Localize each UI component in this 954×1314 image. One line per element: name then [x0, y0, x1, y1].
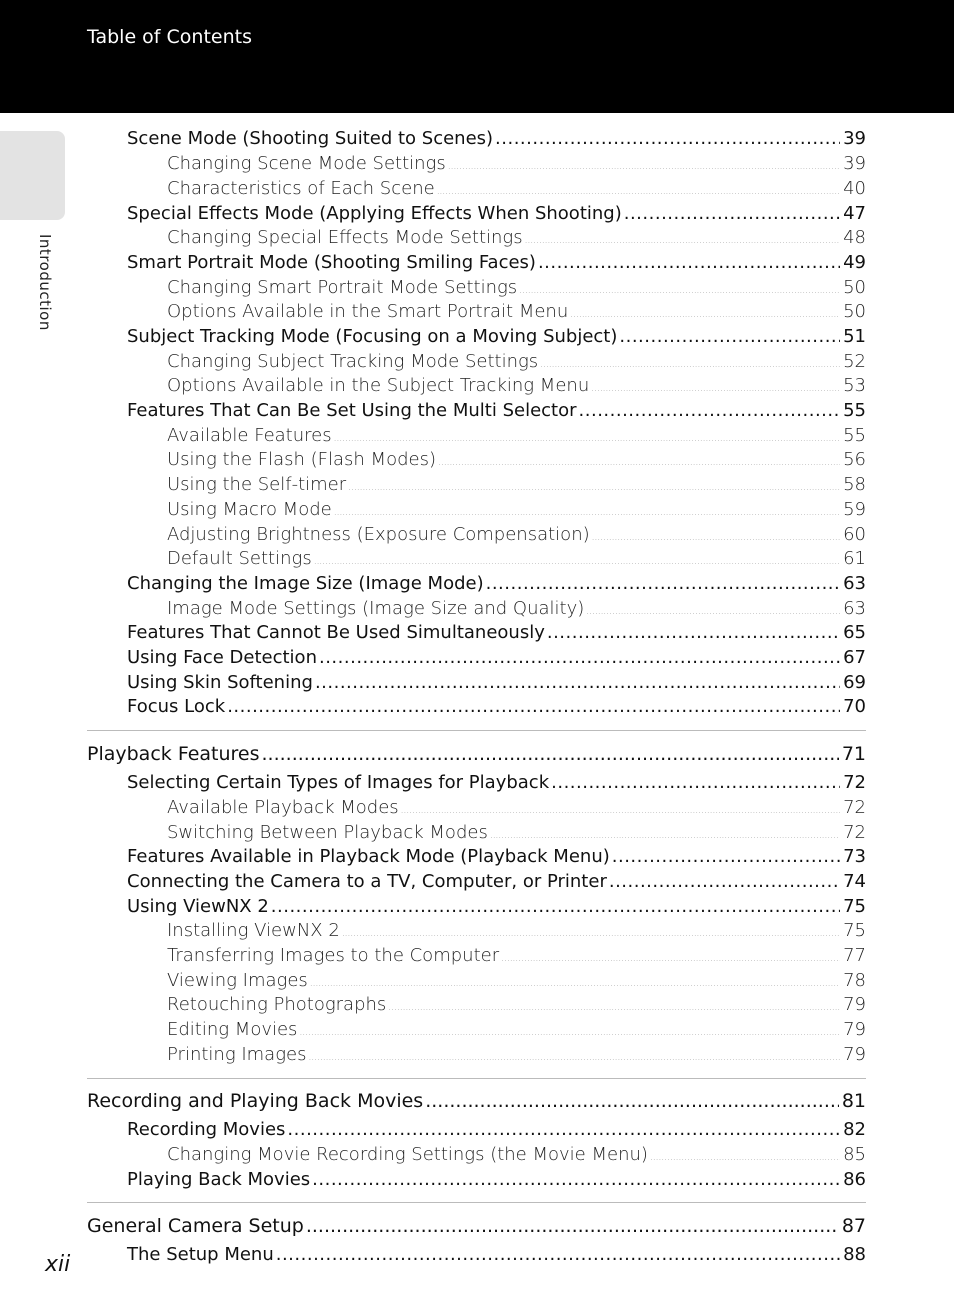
toc-entry[interactable]: [127, 252, 866, 273]
toc-entry-page: 47: [843, 203, 866, 224]
toc-entry-title: Switching Between Playback Modes: [167, 822, 488, 843]
toc-entry[interactable]: [167, 153, 866, 174]
toc-entry-title: Changing Scene Mode Settings: [167, 153, 446, 174]
dot-leader: [619, 326, 840, 347]
toc-entry-page: 39: [843, 128, 866, 149]
dot-leader: [519, 286, 840, 296]
dot-leader: [448, 162, 840, 172]
toc-entry-page: 39: [843, 153, 866, 174]
toc-entry-page: 78: [843, 970, 866, 991]
toc-entry[interactable]: [87, 1215, 866, 1237]
toc-entry-page: 59: [843, 499, 866, 520]
dot-leader: [592, 533, 840, 543]
toc-entry[interactable]: [167, 822, 866, 843]
toc-entry-page: 50: [843, 301, 866, 322]
toc-entry-title: Playback Features: [87, 743, 260, 765]
dot-leader: [342, 929, 840, 939]
dot-leader: [538, 252, 840, 273]
toc-entry-page: 82: [843, 1119, 866, 1140]
dot-leader: [612, 846, 840, 867]
toc-entry[interactable]: [127, 128, 866, 149]
toc-entry-page: 63: [843, 598, 866, 619]
dot-leader: [262, 743, 839, 765]
toc-entry[interactable]: [167, 301, 866, 322]
toc-entry[interactable]: [167, 178, 866, 199]
dot-leader: [314, 557, 840, 567]
toc-entry-title: Changing Special Effects Mode Settings: [167, 227, 523, 248]
toc-entry-page: 74: [843, 871, 866, 892]
toc-entry-title: Using ViewNX 2: [127, 896, 269, 917]
toc-entry[interactable]: [127, 1119, 866, 1140]
toc-entry-page: 69: [843, 672, 866, 693]
toc-entry-page: 67: [843, 647, 866, 668]
toc-entry-title: Editing Movies: [167, 1019, 298, 1040]
dot-leader: [388, 1003, 840, 1013]
toc-entry-page: 40: [843, 178, 866, 199]
toc-entry[interactable]: [167, 277, 866, 298]
toc-entry[interactable]: [127, 871, 866, 892]
toc-entry[interactable]: [87, 743, 866, 765]
toc-entry-title: Viewing Images: [167, 970, 308, 991]
toc-entry-title: Focus Lock: [127, 696, 226, 717]
toc-entry-title: Adjusting Brightness (Exposure Compensation): [167, 524, 590, 545]
toc-entry[interactable]: [167, 449, 866, 470]
toc-entry-page: 73: [843, 846, 866, 867]
toc-entry-title: Available Playback Modes: [167, 797, 399, 818]
dot-leader: [438, 458, 840, 468]
toc-entry[interactable]: [167, 1044, 866, 1065]
dot-leader: [315, 672, 840, 693]
toc-entry[interactable]: [127, 772, 866, 793]
toc-entry-page: 87: [841, 1215, 866, 1237]
dot-leader: [486, 573, 840, 594]
toc-entry-title: Features That Cannot Be Used Simultaneously: [127, 622, 545, 643]
toc-entry[interactable]: [127, 696, 866, 717]
toc-entry-page: 79: [843, 1019, 866, 1040]
dot-leader: [547, 622, 840, 643]
toc-entry-title: Using Skin Softening: [127, 672, 313, 693]
toc-entry-title: Image Mode Settings (Image Size and Quality): [167, 598, 585, 619]
section-divider: [87, 730, 866, 731]
toc-entry-title: Transferring Images to the Computer: [167, 945, 500, 966]
toc-entry-page: 85: [843, 1144, 866, 1165]
dot-leader: [227, 696, 840, 717]
dot-leader: [624, 203, 840, 224]
dot-leader: [586, 607, 840, 617]
dot-leader: [334, 508, 840, 518]
toc-entry[interactable]: [167, 1144, 866, 1165]
toc-entry-title: Default Settings: [167, 548, 312, 569]
toc-entry[interactable]: [127, 647, 866, 668]
toc-entry-page: 63: [843, 573, 866, 594]
section-divider: [87, 1078, 866, 1079]
toc-entry[interactable]: [127, 203, 866, 224]
toc-entry[interactable]: [167, 474, 866, 495]
toc-entry-title: Smart Portrait Mode (Shooting Smiling Faces): [127, 252, 536, 273]
toc-entry[interactable]: [167, 351, 866, 372]
dot-leader: [401, 806, 840, 816]
toc-entry-page: 70: [843, 696, 866, 717]
toc-entry[interactable]: [127, 622, 866, 643]
toc-entry-page: 61: [843, 548, 866, 569]
toc-entry-title: Options Available in the Smart Portrait Menu: [167, 301, 569, 322]
toc-entry-page: 77: [843, 945, 866, 966]
dot-leader: [425, 1090, 839, 1112]
toc-entry-title: Changing Subject Tracking Mode Settings: [167, 351, 539, 372]
dot-leader: [551, 772, 840, 793]
toc-entry-page: 81: [841, 1090, 866, 1112]
dot-leader: [319, 647, 840, 668]
toc-entry[interactable]: [167, 945, 866, 966]
toc-entry-title: Changing Movie Recording Settings (the Movie Menu): [167, 1144, 648, 1165]
dot-leader: [650, 1153, 840, 1163]
header-bar: [0, 0, 954, 113]
toc-entry[interactable]: [167, 598, 866, 619]
toc-entry[interactable]: [127, 573, 866, 594]
toc-entry-title: Changing Smart Portrait Mode Settings: [167, 277, 518, 298]
dot-leader: [287, 1119, 840, 1140]
toc-entry-page: 52: [843, 351, 866, 372]
section-divider: [87, 1202, 866, 1203]
toc-entry[interactable]: [87, 1090, 866, 1112]
toc-entry-title: General Camera Setup: [87, 1215, 304, 1237]
toc-entry-title: Available Features: [167, 425, 332, 446]
toc-entry[interactable]: [127, 1169, 866, 1190]
toc-entry[interactable]: [167, 797, 866, 818]
toc-entry-page: 51: [843, 326, 866, 347]
dot-leader: [591, 384, 840, 394]
dot-leader: [348, 483, 840, 493]
toc-entry-title: Using the Flash (Flash Modes): [167, 449, 436, 470]
toc-entry-page: 72: [843, 822, 866, 843]
toc-entry-title: Options Available in the Subject Tracking Menu: [167, 375, 590, 396]
toc-entry-page: 53: [843, 375, 866, 396]
dot-leader: [312, 1169, 840, 1190]
toc-entry-page: 60: [843, 524, 866, 545]
toc-entry-title: Characteristics of Each Scene: [167, 178, 435, 199]
toc-entry-title: Selecting Certain Types of Images for Playback: [127, 772, 550, 793]
toc-entry-title: Changing the Image Size (Image Mode): [127, 573, 484, 594]
toc-entry-title: Using Macro Mode: [167, 499, 332, 520]
toc-entry-title: Features That Can Be Set Using the Multi Selector: [127, 400, 577, 421]
dot-leader: [437, 187, 840, 197]
toc-entry-title: Using Face Detection: [127, 647, 317, 668]
toc-entry[interactable]: [127, 672, 866, 693]
toc-entry-title: Recording and Playing Back Movies: [87, 1090, 424, 1112]
toc-entry[interactable]: [167, 425, 866, 446]
toc-entry-page: 88: [843, 1244, 866, 1265]
toc-entry-page: 72: [843, 797, 866, 818]
dot-leader: [570, 310, 840, 320]
toc-entry[interactable]: [127, 326, 866, 347]
toc-entry-page: 65: [843, 622, 866, 643]
toc-entry-page: 75: [843, 896, 866, 917]
toc-entry-page: 49: [843, 252, 866, 273]
toc-entry-page: 50: [843, 277, 866, 298]
dot-leader: [271, 896, 840, 917]
dot-leader: [501, 954, 840, 964]
toc-entry-page: 48: [843, 227, 866, 248]
toc-entry-page: 56: [843, 449, 866, 470]
toc-entry-page: 71: [841, 743, 866, 765]
toc-entry[interactable]: [167, 524, 866, 545]
toc-entry-title: Scene Mode (Shooting Suited to Scenes): [127, 128, 494, 149]
toc-entry-title: Printing Images: [167, 1044, 307, 1065]
toc-entry[interactable]: [167, 499, 866, 520]
toc-entry-title: Playing Back Movies: [127, 1169, 311, 1190]
dot-leader: [299, 1028, 840, 1038]
dot-leader: [276, 1244, 840, 1265]
toc-entry[interactable]: [167, 1019, 866, 1040]
toc-entry-page: 55: [843, 425, 866, 446]
toc-entry[interactable]: [167, 970, 866, 991]
toc-entry-title: Retouching Photographs: [167, 994, 387, 1015]
dot-leader: [334, 434, 841, 444]
toc-entry-title: Special Effects Mode (Applying Effects When Shooting): [127, 203, 622, 224]
toc-entry-title: Installing ViewNX 2: [167, 920, 340, 941]
toc-entry[interactable]: [127, 1244, 866, 1265]
toc-entry-page: 79: [843, 994, 866, 1015]
toc-entry[interactable]: [127, 846, 866, 867]
toc-entry[interactable]: [127, 896, 866, 917]
toc-entry-title: Subject Tracking Mode (Focusing on a Moving Subject): [127, 326, 618, 347]
dot-leader: [495, 128, 840, 149]
dot-leader: [525, 236, 840, 246]
toc-entry[interactable]: [127, 400, 866, 421]
toc-entry-page: 58: [843, 474, 866, 495]
dot-leader: [308, 1053, 840, 1063]
dot-leader: [579, 400, 841, 421]
toc-entry-title: Using the Self-timer: [167, 474, 347, 495]
toc-entry-title: Features Available in Playback Mode (Playback Menu): [127, 846, 610, 867]
toc-entry-title: Connecting the Camera to a TV, Computer, or Printer: [127, 871, 607, 892]
dot-leader: [490, 831, 840, 841]
toc-entry-page: 79: [843, 1044, 866, 1065]
toc-entry[interactable]: [167, 994, 866, 1015]
toc-entry[interactable]: [167, 920, 866, 941]
dot-leader: [310, 979, 840, 989]
dot-leader: [306, 1215, 839, 1237]
dot-leader: [609, 871, 840, 892]
toc-entry-title: The Setup Menu: [127, 1244, 274, 1265]
toc-entry-page: 75: [843, 920, 866, 941]
toc-entry-page: 55: [843, 400, 866, 421]
page-number: xii: [45, 1252, 71, 1277]
toc-entry[interactable]: [167, 375, 866, 396]
section-tab-label: Introduction: [36, 234, 54, 331]
toc-entry-title: Recording Movies: [127, 1119, 286, 1140]
section-tab[interactable]: [0, 131, 65, 220]
toc-entry[interactable]: [167, 227, 866, 248]
toc-entry[interactable]: [167, 548, 866, 569]
header-title: Table of Contents: [87, 26, 252, 48]
dot-leader: [540, 360, 840, 370]
toc-entry-page: 86: [843, 1169, 866, 1190]
toc-entry-page: 72: [843, 772, 866, 793]
